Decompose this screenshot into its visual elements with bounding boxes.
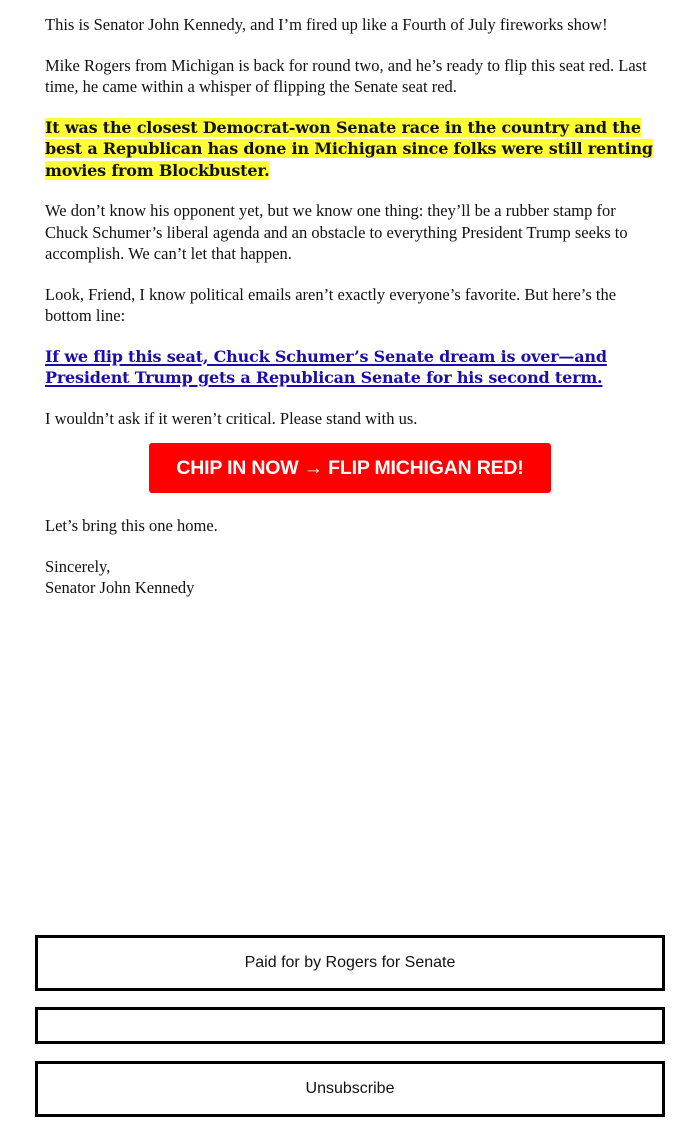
link-paragraph: [45, 346, 660, 389]
rogers-paragraph: Mike Rogers from Michigan is back for round two, and he’s ready to flip this seat red. Last time, he came within a whisper of flipping the Senate seat red.: [45, 55, 647, 96]
intro-paragraph: This is Senator John Kennedy, and I’m fired up like a Fourth of July fireworks show!: [45, 15, 608, 34]
critical-paragraph: I wouldn’t ask if it weren’t critical. Please stand with us.: [45, 408, 418, 428]
chip-in-button[interactable]: CHIP IN NOW → FLIP MICHIGAN RED!: [149, 443, 551, 493]
opponent-paragraph: We don’t know his opponent yet, but we know one thing: they’ll be a rubber stamp for Chuck Schumer’s liberal agenda and an obstacle to everything President Trump seeks to accomplish. We can’t let that happen.: [45, 201, 628, 263]
email-body: [45, 14, 660, 599]
paid-for-text: Paid for by Rogers for Senate: [244, 954, 456, 971]
paid-for-box: [35, 935, 665, 991]
flip-seat-link[interactable]: If we flip this seat, Chuck Schumer’s Senate dream is over—and President Trump gets a Republican Senate for his second term.: [45, 346, 607, 387]
cta-row: [45, 443, 660, 493]
signature: Senator John Kennedy: [45, 578, 195, 597]
bottom-line-paragraph: Look, Friend, I know political emails aren’t exactly everyone’s favorite. But here’s the bottom line:: [45, 284, 617, 325]
signoff: Sincerely,: [45, 556, 111, 576]
unsubscribe-box: [35, 1061, 665, 1117]
highlighted-paragraph: [45, 117, 660, 182]
closing-paragraph: Let’s bring this one home.: [45, 516, 218, 535]
highlighted-text: It was the closest Democrat-won Senate race in the country and the best a Republican has done in Michigan since folks were still renting movies from Blockbuster.: [45, 117, 653, 180]
empty-footer-box: [35, 1007, 665, 1044]
unsubscribe-link[interactable]: Unsubscribe: [305, 1080, 395, 1097]
